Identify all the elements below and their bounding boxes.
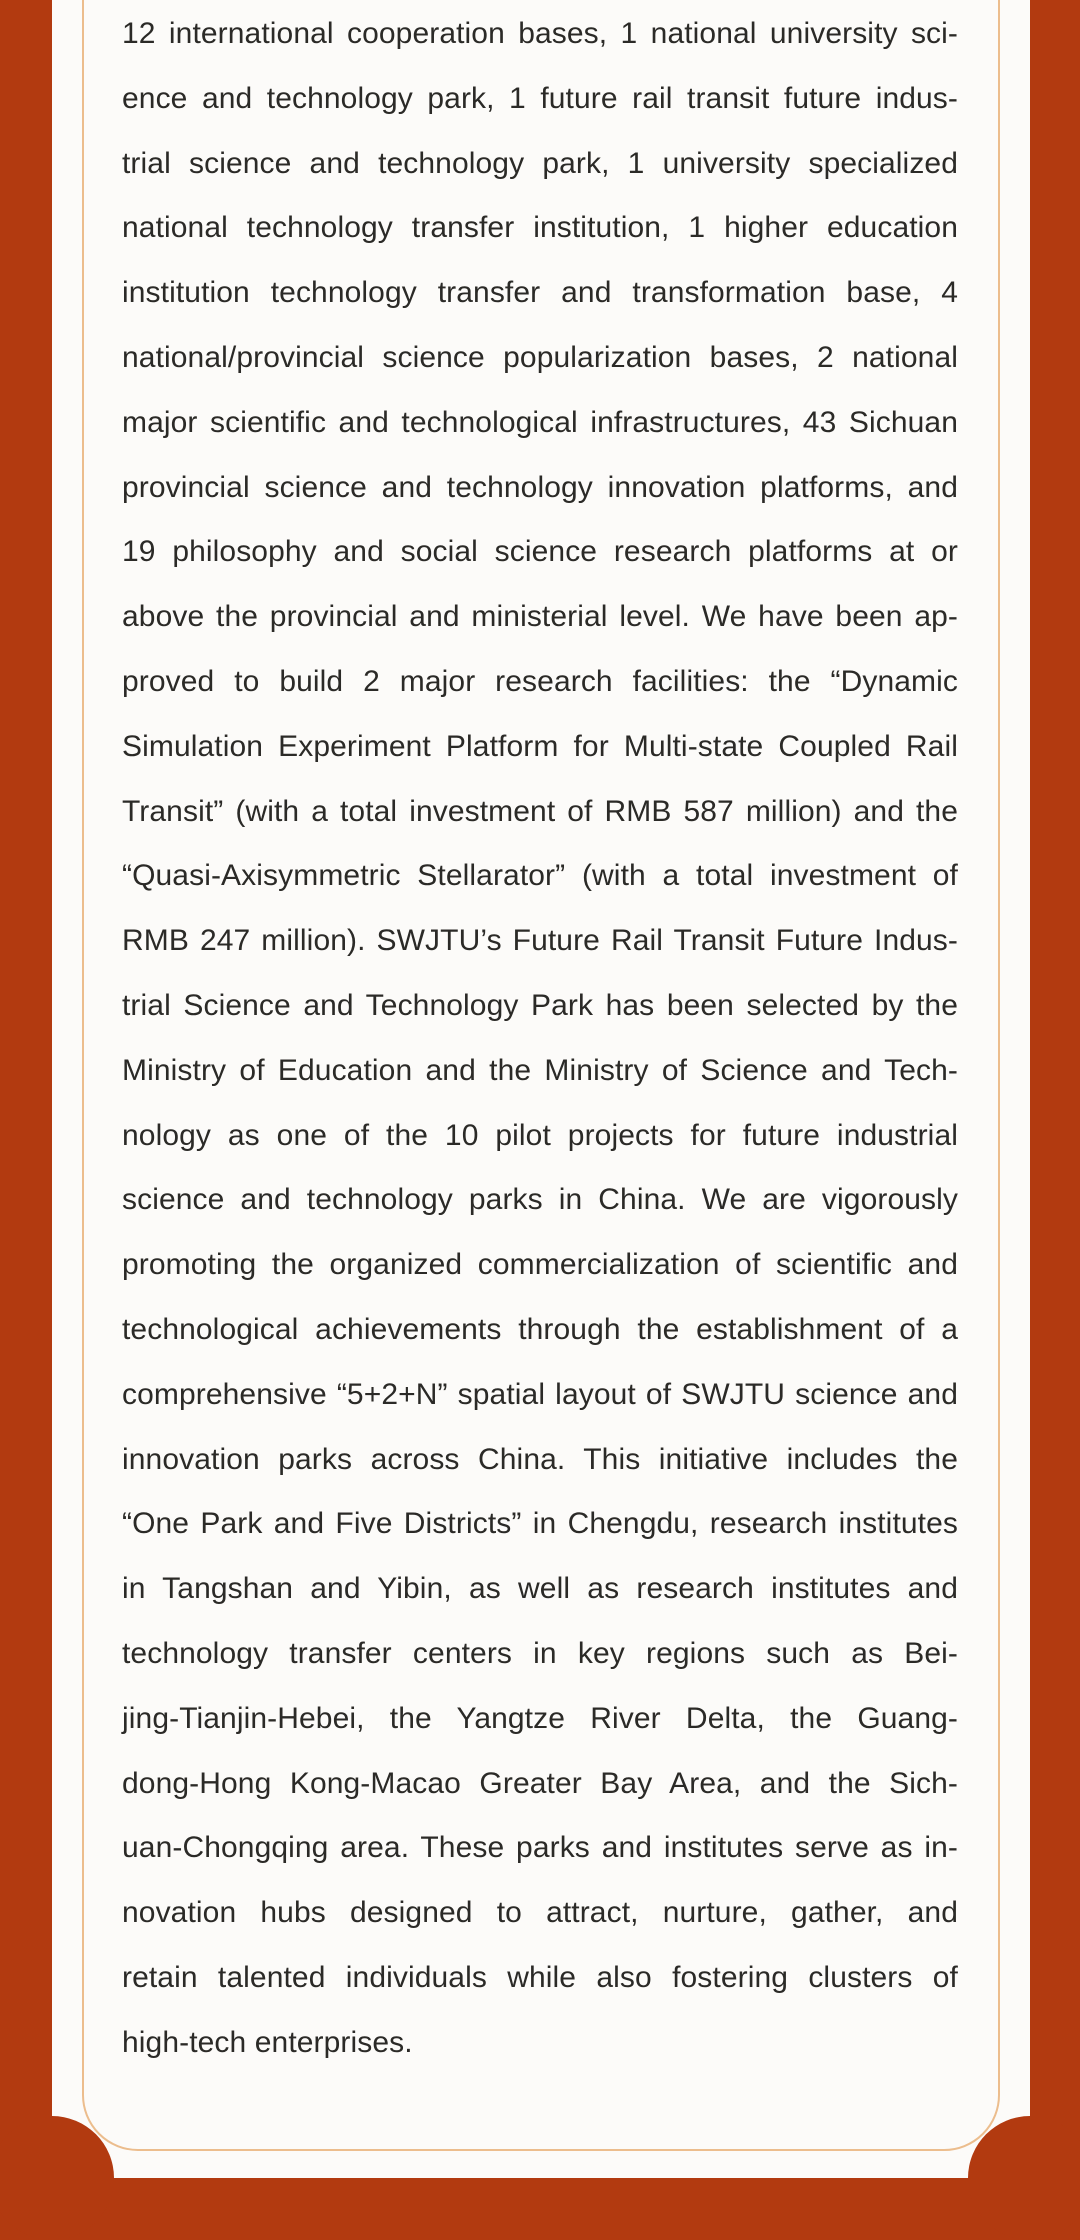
text-line: comprehensive “5+2+N” spatial layout of SWJTU science and	[122, 1377, 958, 1411]
corner-fillet-right	[968, 2116, 1080, 2240]
text-line: “One Park and Five Districts” in Chengdu, research institutes	[122, 1507, 958, 1541]
text-line: science and technology parks in China. We are vigorously	[122, 1183, 958, 1217]
text-line: Ministry of Education and the Ministry of Science and Tech-	[122, 1053, 958, 1087]
text-line: RMB 247 million). SWJTU’s Future Rail Transit Future Indus-	[122, 924, 958, 958]
text-line: innovation parks across China. This initiative includes the	[122, 1442, 958, 1476]
text-line: national/provincial science popularization bases, 2 national	[122, 340, 958, 374]
text-line: Transit” (with a total investment of RMB 587 million) and the	[122, 794, 958, 828]
text-line: dong-Hong Kong-Macao Greater Bay Area, and the Sich-	[122, 1766, 958, 1800]
text-line: nology as one of the 10 pilot projects for future industrial	[122, 1118, 958, 1152]
text-line: trial Science and Technology Park has been selected by the	[122, 988, 958, 1022]
text-line: high-tech enterprises.	[122, 2025, 413, 2059]
text-line: promoting the organized commercialization of scientific and	[122, 1248, 958, 1282]
text-line: novation hubs designed to attract, nurture, gather, and	[122, 1896, 958, 1930]
paragraph	[122, 2, 958, 2076]
text-line: above the provincial and ministerial level. We have been ap-	[122, 600, 958, 634]
text-line: provincial science and technology innovation platforms, and	[122, 470, 958, 504]
text-line: institution technology transfer and transformation base, 4	[122, 276, 958, 310]
text-line: trial science and technology park, 1 university specialized	[122, 146, 958, 180]
text-line: retain talented individuals while also fostering clusters of	[122, 1960, 958, 1994]
text-line: “Quasi-Axisymmetric Stellarator” (with a total investment of	[122, 859, 958, 893]
text-line: technology transfer centers in key regions such as Bei-	[122, 1636, 958, 1670]
text-line: 19 philosophy and social science research platforms at or	[122, 535, 958, 569]
text-line: Simulation Experiment Platform for Multi-state Coupled Rail	[122, 729, 958, 763]
text-line: ence and technology park, 1 future rail transit future indus-	[122, 81, 958, 115]
text-line: in Tangshan and Yibin, as well as research institutes and	[122, 1572, 958, 1606]
text-line: proved to build 2 major research facilities: the “Dynamic	[122, 664, 958, 698]
corner-fillet-left	[0, 2116, 114, 2240]
text-line: major scientific and technological infrastructures, 43 Sichuan	[122, 405, 958, 439]
text-line: jing-Tianjin-Hebei, the Yangtze River Delta, the Guang-	[122, 1701, 958, 1735]
text-line: national technology transfer institution, 1 higher education	[122, 211, 958, 245]
text-line: uan-Chongqing area. These parks and institutes serve as in-	[122, 1831, 958, 1865]
text-line: 12 international cooperation bases, 1 national university sci-	[122, 17, 958, 50]
text-line: technological achievements through the establishment of a	[122, 1312, 958, 1346]
content-card	[52, 0, 1030, 2178]
